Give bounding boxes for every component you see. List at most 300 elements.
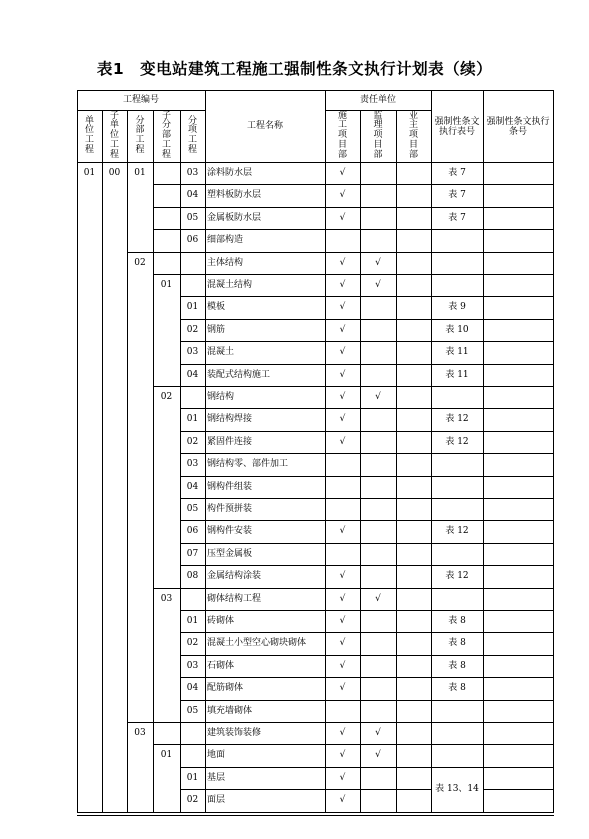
code-c2-cell: [102, 632, 127, 654]
code-c5-cell: 04: [186, 369, 199, 380]
code-c3-cell: [127, 431, 153, 453]
owner-check-cell: [396, 520, 431, 542]
header-divider: [325, 110, 431, 111]
row-divider: [153, 588, 553, 589]
construction-check-cell: √: [339, 571, 346, 582]
code-c2-cell: [102, 341, 127, 363]
owner-check-cell: [396, 700, 431, 722]
table-ref-cell: 表 12: [445, 436, 469, 447]
code-c2-cell: [102, 767, 127, 789]
code-c4-cell: [153, 341, 180, 363]
construction-check-cell: [325, 498, 360, 520]
header-division-project: 分 部 工 程: [135, 115, 145, 155]
project-name-cell: 地面: [207, 750, 226, 761]
code-c4-cell: 02: [160, 392, 173, 402]
code-c1-cell: [77, 655, 102, 677]
project-name-cell: 钢结构零、部件加工: [207, 459, 289, 470]
code-c1-cell: [77, 431, 102, 453]
construction-check-cell: √: [339, 593, 346, 604]
code-c2-cell: [102, 789, 127, 811]
project-name-cell: 涂料防水层: [207, 168, 253, 178]
code-c4-cell: [153, 498, 180, 520]
code-c4-cell: [153, 655, 180, 677]
code-c2-cell: [102, 588, 127, 610]
code-c3-cell: [127, 229, 153, 251]
header-project-code: 工程编号: [122, 95, 159, 105]
code-c4-cell: [153, 520, 180, 542]
row-divider: [180, 632, 553, 633]
table-ref-cell: 表 8: [448, 638, 466, 649]
project-name-cell: 配筋砌体: [207, 683, 244, 694]
code-c3-cell: [127, 767, 153, 789]
table-ref-cell: 表 8: [448, 660, 466, 671]
code-c4-cell: 01: [160, 280, 173, 290]
row-divider: [180, 453, 553, 454]
supervision-check-cell: [360, 677, 396, 699]
supervision-check-cell: [360, 498, 396, 520]
project-name-cell: 砖砌体: [207, 616, 235, 626]
construction-check-cell: √: [339, 190, 346, 201]
supervision-check-cell: √: [375, 257, 381, 268]
code-c2-cell: [102, 476, 127, 498]
code-c1-cell: [77, 632, 102, 654]
table-left-border: [77, 91, 78, 812]
header-col-divider: [360, 110, 361, 162]
table-ref-cell: 表 12: [445, 571, 469, 582]
supervision-check-cell: [360, 789, 396, 811]
project-name-cell: 钢筋: [207, 324, 226, 335]
code-c2-cell: [102, 274, 127, 296]
construction-check-cell: √: [339, 683, 346, 694]
owner-check-cell: [396, 229, 431, 251]
code-c2-cell: [102, 722, 127, 744]
header-divider: [77, 110, 205, 111]
owner-check-cell: [396, 767, 431, 789]
supervision-check-cell: [360, 655, 396, 677]
code-c2-cell: [102, 700, 127, 722]
row-divider: [180, 341, 553, 342]
owner-check-cell: [396, 319, 431, 341]
owner-check-cell: [396, 498, 431, 520]
code-c1-cell: [77, 296, 102, 318]
code-c4-cell: [153, 431, 180, 453]
code-c1-cell: [77, 341, 102, 363]
code-c3-cell: [127, 565, 153, 587]
code-c2-cell: [102, 207, 127, 229]
code-c2-cell: [102, 364, 127, 386]
construction-check-cell: √: [339, 750, 346, 761]
code-c1-cell: [77, 453, 102, 475]
table-ref-cell: 表 9: [448, 302, 466, 313]
code-c5-cell: 04: [186, 481, 199, 492]
construction-check-cell: √: [339, 616, 346, 626]
header-construction-dept: 施 工 项 目 部: [337, 110, 347, 160]
table-ref-cell: 表 7: [448, 212, 466, 223]
code-c5-cell: 04: [186, 683, 199, 694]
code-c3-cell: [127, 386, 153, 408]
owner-check-cell: [396, 386, 431, 408]
code-c5-cell: 04: [186, 190, 199, 201]
owner-check-cell: [396, 744, 431, 766]
table-ref-cell: 表 11: [445, 369, 469, 380]
code-c3-cell: [127, 364, 153, 386]
code-c1-cell: [77, 767, 102, 789]
code-c2-cell: [102, 655, 127, 677]
construction-check-cell: [325, 229, 360, 251]
row-divider: [180, 498, 553, 499]
code-c1-cell: [77, 319, 102, 341]
supervision-check-cell: [360, 767, 396, 789]
code-c3-cell: [127, 319, 153, 341]
code-c4-cell: [153, 184, 180, 206]
construction-check-cell: √: [339, 302, 346, 313]
owner-check-cell: [396, 632, 431, 654]
table-bottom-double-border: [77, 815, 554, 816]
code-c1-cell: [77, 565, 102, 587]
code-c5-cell: 01: [186, 616, 199, 626]
code-c3-cell: [127, 184, 153, 206]
code-c1-cell: [77, 498, 102, 520]
construction-check-cell: √: [339, 168, 346, 178]
header-supervision-dept: 监 理 项 目 部: [373, 110, 383, 160]
code-c3-cell: [127, 408, 153, 430]
supervision-check-cell: [360, 476, 396, 498]
code-c5-cell: 05: [186, 705, 199, 716]
owner-check-cell: [396, 565, 431, 587]
owner-check-cell: [396, 588, 431, 610]
row-divider: [180, 767, 553, 768]
code-c5-cell: [180, 386, 205, 408]
code-c5-cell: 01: [186, 772, 199, 783]
code-c3-cell: [127, 744, 153, 766]
project-name-cell: 紧固件连接: [207, 436, 253, 447]
code-c2-cell: [102, 319, 127, 341]
code-c4-cell: [153, 252, 180, 274]
header-project-name: 工程名称: [246, 121, 283, 131]
code-c3-cell: [127, 543, 153, 565]
row-divider: [180, 319, 553, 320]
table-ref-cell: 表 7: [448, 190, 466, 201]
row-divider: [153, 229, 553, 230]
code-c5-cell: 03: [186, 168, 199, 178]
construction-check-cell: √: [339, 660, 346, 671]
code-c4-cell: [153, 162, 180, 184]
table-ref-cell: 表 8: [448, 616, 466, 626]
code-c5-cell: 01: [186, 302, 199, 313]
code-c2-cell: [102, 184, 127, 206]
table-ref-cell: 表 12: [445, 414, 469, 425]
code-c5-cell: 02: [186, 638, 199, 649]
code-c4-cell: [153, 364, 180, 386]
code-c3-cell: [127, 632, 153, 654]
code-c4-cell: [153, 767, 180, 789]
row-divider: [180, 565, 553, 566]
construction-check-cell: √: [339, 772, 346, 783]
code-c3-cell: [127, 207, 153, 229]
code-c1-cell: [77, 408, 102, 430]
code-c5-cell: 02: [186, 795, 199, 806]
code-c2-cell: 00: [108, 168, 121, 178]
supervision-check-cell: [360, 229, 396, 251]
row-divider: [483, 789, 553, 790]
owner-check-cell: [396, 722, 431, 744]
owner-check-cell: [396, 543, 431, 565]
body-col-divider: [360, 162, 361, 812]
owner-check-cell: [396, 274, 431, 296]
body-col-divider: [205, 162, 206, 812]
project-name-cell: 装配式结构施工: [207, 369, 271, 380]
code-c5-cell: [180, 744, 205, 766]
code-c2-cell: [102, 677, 127, 699]
code-c3-cell: [127, 453, 153, 475]
table-ref-cell: 表 7: [448, 168, 466, 178]
supervision-check-cell: √: [375, 593, 381, 604]
code-c1-cell: [77, 476, 102, 498]
header-owner-dept: 业 主 项 目 部: [408, 110, 418, 160]
code-c1-cell: [77, 700, 102, 722]
table-ref-cell: 表 8: [448, 683, 466, 694]
code-c5-cell: 01: [186, 414, 199, 425]
code-c3-cell: 01: [134, 168, 146, 178]
code-c4-cell: 01: [160, 750, 173, 761]
code-c2-cell: [102, 453, 127, 475]
code-c4-cell: [153, 610, 180, 632]
table-bottom-border: [77, 812, 554, 813]
code-c4-cell: [153, 543, 180, 565]
body-col-divider: [325, 162, 326, 812]
owner-check-cell: [396, 610, 431, 632]
construction-check-cell: √: [339, 280, 346, 290]
row-divider: [180, 677, 553, 678]
construction-check-cell: √: [339, 795, 346, 806]
row-divider: [153, 744, 553, 745]
header-col-divider: [127, 110, 128, 162]
project-name-cell: 压型金属板: [207, 548, 253, 559]
project-name-cell: 建筑装饰装修: [207, 728, 262, 738]
code-c2-cell: [102, 431, 127, 453]
code-c1-cell: [77, 207, 102, 229]
row-divider: [153, 207, 553, 208]
code-c2-cell: [102, 386, 127, 408]
code-c4-cell: [153, 319, 180, 341]
header-unit-project: 单 位 工 程: [84, 115, 94, 155]
project-name-cell: 模板: [207, 302, 226, 313]
project-name-cell: 构件预拼装: [207, 504, 253, 514]
code-c1-cell: [77, 520, 102, 542]
project-name-cell: 金属结构涂装: [207, 571, 262, 582]
header-table-no: 强制性条文执行表号: [434, 116, 480, 137]
code-c1-cell: [77, 722, 102, 744]
body-col-divider: [483, 162, 484, 812]
code-c3-cell: [127, 498, 153, 520]
construction-check-cell: √: [339, 347, 346, 358]
header-col-divider: [205, 91, 206, 162]
code-c2-cell: [102, 543, 127, 565]
row-divider: [180, 700, 553, 701]
code-c5-cell: 03: [186, 347, 199, 358]
code-c5-cell: 07: [186, 548, 199, 559]
code-c3-cell: [127, 677, 153, 699]
row-divider: [180, 789, 431, 790]
body-col-divider: [127, 162, 128, 812]
code-c2-cell: [102, 408, 127, 430]
construction-check-cell: √: [339, 324, 346, 335]
code-c4-cell: [153, 229, 180, 251]
project-name-cell: 混凝土结构: [207, 280, 253, 290]
project-name-cell: 基层: [207, 772, 226, 783]
construction-check-cell: √: [339, 257, 346, 268]
code-c3-cell: 03: [134, 728, 146, 738]
body-col-divider: [102, 162, 103, 812]
construction-check-cell: √: [339, 369, 346, 380]
supervision-check-cell: √: [375, 750, 381, 761]
code-c4-cell: 03: [160, 593, 173, 604]
supervision-check-cell: [360, 520, 396, 542]
code-c1-cell: [77, 744, 102, 766]
code-c1-cell: 01: [83, 168, 96, 178]
code-c1-cell: [77, 677, 102, 699]
code-c2-cell: [102, 744, 127, 766]
owner-check-cell: [396, 476, 431, 498]
code-c3-cell: [127, 655, 153, 677]
body-col-divider: [396, 162, 397, 812]
row-divider: [153, 184, 553, 185]
header-sub-division-project: 子 分 部 工 程: [161, 110, 171, 160]
header-col-divider: [431, 91, 432, 162]
header-col-divider: [483, 91, 484, 162]
code-c5-cell: 05: [186, 504, 199, 514]
row-divider: [180, 408, 553, 409]
supervision-check-cell: [360, 610, 396, 632]
code-c2-cell: [102, 520, 127, 542]
owner-check-cell: [396, 431, 431, 453]
header-col-divider: [180, 110, 181, 162]
table-right-border: [553, 91, 554, 812]
supervision-check-cell: √: [375, 728, 381, 738]
header-col-divider: [325, 91, 326, 162]
code-c5-cell: [180, 722, 205, 744]
owner-check-cell: [396, 296, 431, 318]
code-c4-cell: [153, 789, 180, 811]
table-ref-cell: 表 10: [445, 324, 469, 335]
header-col-divider: [102, 110, 103, 162]
construction-check-cell: √: [339, 728, 346, 738]
code-c2-cell: [102, 229, 127, 251]
code-c3-cell: [127, 610, 153, 632]
code-c5-cell: 03: [186, 459, 199, 470]
owner-check-cell: [396, 408, 431, 430]
construction-check-cell: [325, 453, 360, 475]
owner-check-cell: [396, 655, 431, 677]
code-c2-cell: [102, 296, 127, 318]
code-c4-cell: [153, 700, 180, 722]
code-c5-cell: 06: [186, 235, 199, 246]
project-name-cell: 主体结构: [207, 257, 244, 268]
construction-check-cell: √: [339, 638, 346, 649]
code-c3-cell: [127, 588, 153, 610]
supervision-check-cell: [360, 408, 396, 430]
table-ref-cell: 表 12: [445, 526, 469, 537]
supervision-check-cell: [360, 184, 396, 206]
code-c4-cell: [153, 296, 180, 318]
project-name-cell: 钢结构焊接: [207, 414, 253, 425]
code-c1-cell: [77, 274, 102, 296]
header-sub-unit-project: 子 单 位 工 程: [109, 110, 119, 160]
row-divider: [180, 610, 553, 611]
code-c1-cell: [77, 789, 102, 811]
construction-check-cell: √: [339, 212, 346, 223]
supervision-check-cell: [360, 453, 396, 475]
code-c1-cell: [77, 610, 102, 632]
code-c5-cell: 02: [186, 324, 199, 335]
header-col-divider: [153, 110, 154, 162]
project-name-cell: 金属板防水层: [207, 212, 262, 223]
supervision-check-cell: [360, 565, 396, 587]
supervision-check-cell: [360, 296, 396, 318]
construction-check-cell: √: [339, 526, 346, 537]
code-c4-cell: [153, 632, 180, 654]
project-name-cell: 细部构造: [207, 235, 244, 246]
code-c1-cell: [77, 588, 102, 610]
code-c2-cell: [102, 252, 127, 274]
supervision-check-cell: [360, 700, 396, 722]
body-col-divider: [153, 162, 154, 812]
construction-check-cell: √: [339, 436, 346, 447]
code-c2-cell: [102, 498, 127, 520]
body-col-divider: [180, 162, 181, 812]
supervision-check-cell: [360, 543, 396, 565]
code-c4-cell: [153, 408, 180, 430]
code-c4-cell: [153, 207, 180, 229]
code-c1-cell: [77, 364, 102, 386]
code-c2-cell: [102, 610, 127, 632]
header-item-project: 分 项 工 程: [187, 115, 197, 155]
owner-check-cell: [396, 184, 431, 206]
code-c5-cell: [180, 252, 205, 274]
construction-check-cell: [325, 476, 360, 498]
project-name-cell: 混凝土: [207, 347, 235, 358]
supervision-check-cell: [360, 207, 396, 229]
code-c5-cell: 08: [186, 571, 199, 582]
construction-check-cell: [325, 700, 360, 722]
body-col-divider: [431, 162, 432, 812]
code-c1-cell: [77, 184, 102, 206]
project-name-cell: 混凝土小型空心砌块砌体: [207, 638, 307, 649]
project-name-cell: 砌体结构工程: [207, 593, 262, 604]
header-clause-no: 强制性条文执行条号: [486, 116, 550, 137]
row-divider: [180, 520, 553, 521]
code-c1-cell: [77, 386, 102, 408]
row-divider: [180, 476, 553, 477]
supervision-check-cell: [360, 632, 396, 654]
owner-check-cell: [396, 207, 431, 229]
code-c3-cell: [127, 700, 153, 722]
table-ref-cell: 表 11: [445, 347, 469, 358]
construction-check-cell: √: [339, 392, 346, 402]
code-c5-cell: 03: [186, 660, 199, 671]
code-c5-cell: [180, 588, 205, 610]
project-name-cell: 钢结构: [207, 392, 235, 402]
supervision-check-cell: [360, 431, 396, 453]
row-divider: [153, 274, 553, 275]
project-name-cell: 塑料板防水层: [207, 190, 262, 201]
project-name-cell: 钢构件组装: [207, 481, 253, 492]
code-c5-cell: [180, 274, 205, 296]
owner-check-cell: [396, 341, 431, 363]
code-c4-cell: [153, 476, 180, 498]
code-c4-cell: [153, 722, 180, 744]
owner-check-cell: [396, 677, 431, 699]
